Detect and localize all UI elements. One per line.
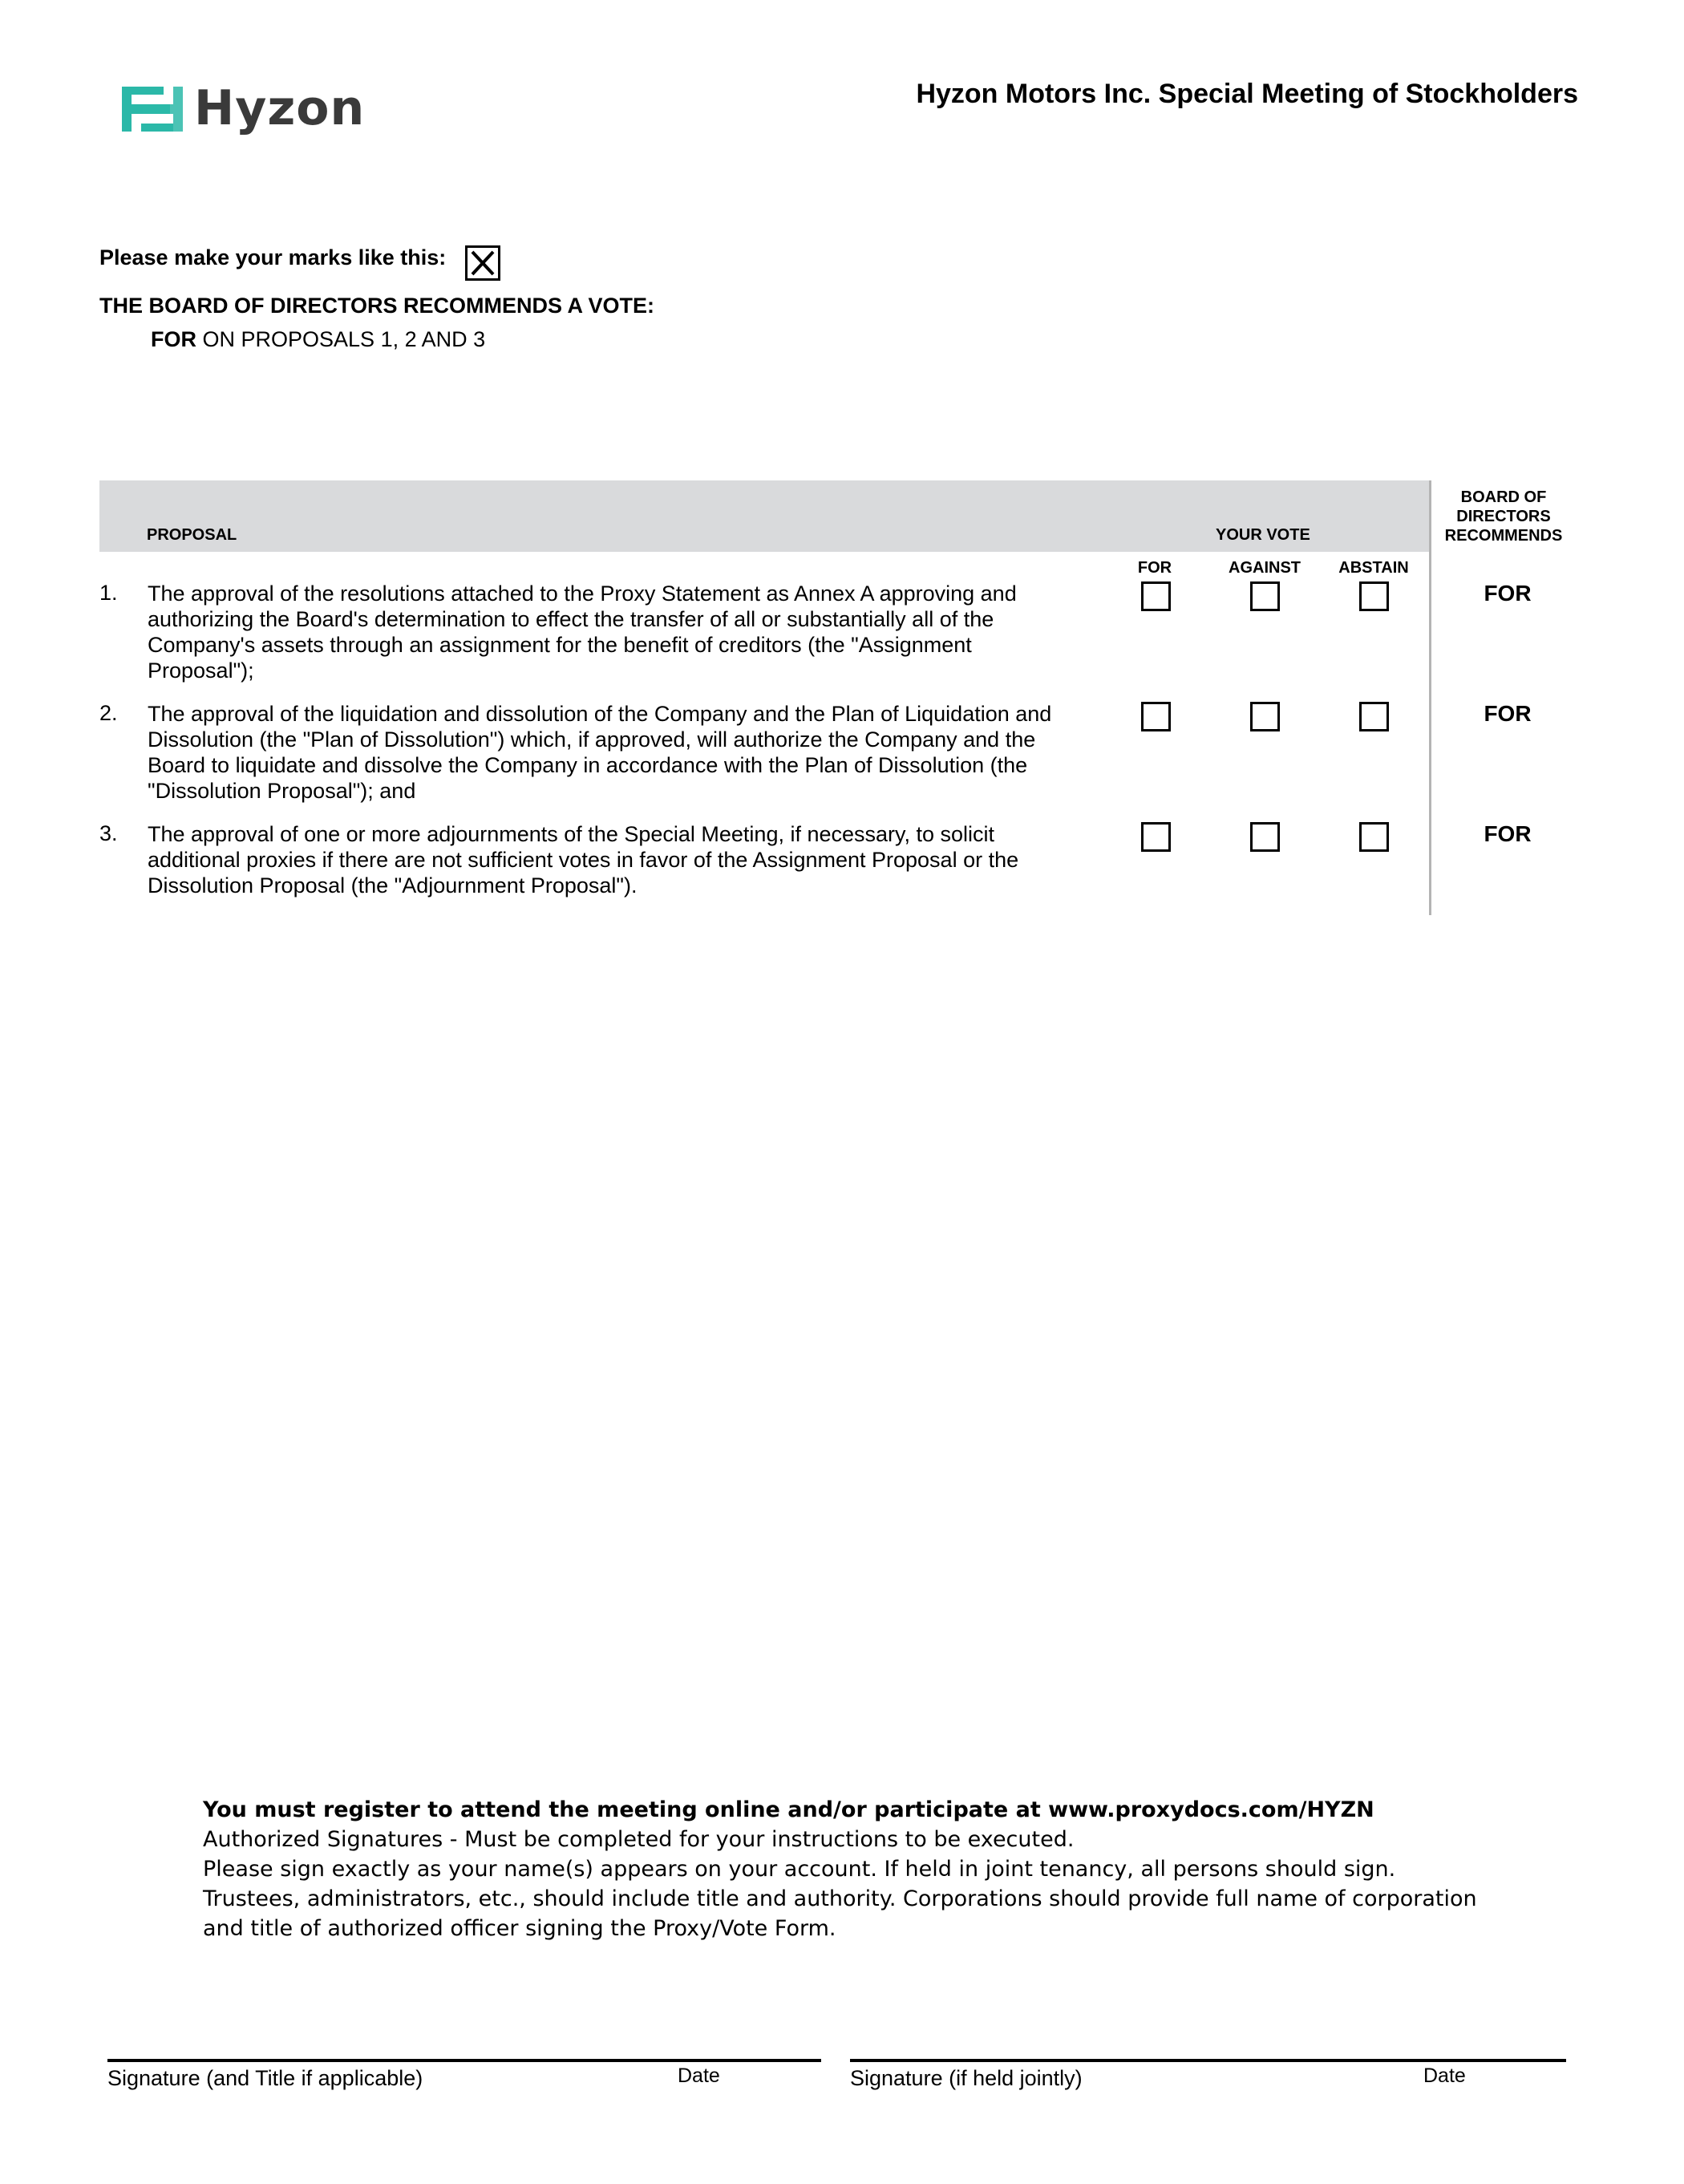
signature-1-label: Signature (and Title if applicable) (107, 2066, 423, 2090)
proposal-2-recommendation: FOR (1484, 701, 1532, 726)
proposal-1-recommendation: FOR (1484, 581, 1532, 606)
proposal-1-for-checkbox[interactable] (1141, 581, 1171, 611)
column-divider (1429, 480, 1431, 915)
proposal-3-for-checkbox[interactable] (1141, 822, 1171, 852)
example-mark-icon (465, 245, 500, 281)
date-2-label: Date (1423, 2064, 1466, 2087)
authorized-signatures-note: Authorized Signatures - Must be completed for your instructions to be executed. (203, 1827, 1075, 1852)
footer-instructions (203, 1795, 1486, 1943)
for-proposals-rest: ON PROPOSALS 1, 2 AND 3 (196, 327, 486, 351)
column-header-your-vote: YOUR VOTE (1216, 526, 1310, 544)
proposal-3-recommendation: FOR (1484, 821, 1532, 846)
proposal-3-against-checkbox[interactable] (1250, 822, 1280, 852)
logo-text: Hyzon (194, 80, 366, 136)
for-bold: FOR (151, 327, 196, 351)
signature-2-line[interactable] (850, 2059, 1566, 2062)
proposal-3-number: 3. (99, 821, 118, 845)
proposal-2-abstain-checkbox[interactable] (1359, 702, 1389, 731)
hyzon-logo (120, 80, 377, 138)
proposal-2-text: The approval of the liquidation and dissolution of the Company and the Plan of Liquidation and Dissolution (the "Plan of Dissolution") which, if approved, will authorize the Company and the Board to liquidate and dissolve the Company in accordance with the Plan of Dissolution (the "Dissolution Proposal"); and (148, 702, 1052, 803)
subheader-abstain: ABSTAIN (1338, 559, 1409, 577)
column-header-proposal: PROPOSAL (147, 526, 237, 544)
signature-2-label: Signature (if held jointly) (850, 2066, 1083, 2090)
proposal-1-number: 1. (99, 581, 118, 605)
column-header-board-recommends: BOARD OF DIRECTORS RECOMMENDS (1444, 488, 1563, 545)
proposal-2-for-checkbox[interactable] (1141, 702, 1171, 731)
hyzon-logo-mark-icon (120, 85, 184, 133)
proposal-3-text: The approval of one or more adjournments of the Special Meeting, if necessary, to solicit additional proxies if there are not sufficient votes in favor of the Assignment Proposal or the Dissolution Proposal (the "Adjournment Proposal"). (148, 822, 1019, 898)
meeting-title: Hyzon Motors Inc. Special Meeting of Stockholders (916, 79, 1578, 109)
signing-instructions: Please sign exactly as your name(s) appears on your account. If held in joint tenancy, all persons should sign. Trustees, administrators, etc., should include title and authority. Corporations should provide full name of corporation and title of authorized officer signing the Proxy/Vote Form. (203, 1857, 1477, 1941)
subheader-for: FOR (1137, 559, 1172, 577)
for-proposals-line (151, 327, 485, 352)
proposal-2-number: 2. (99, 701, 118, 725)
date-1-label: Date (678, 2064, 720, 2087)
signature-1-line[interactable] (107, 2059, 821, 2062)
proposal-3-abstain-checkbox[interactable] (1359, 822, 1389, 852)
board-recommendation-heading: THE BOARD OF DIRECTORS RECOMMENDS A VOTE: (99, 294, 655, 318)
proposal-1-against-checkbox[interactable] (1250, 581, 1280, 611)
register-notice: You must register to attend the meeting online and/or participate at www.proxydocs.com/HYZN (203, 1797, 1374, 1822)
subheader-against: AGAINST (1229, 559, 1301, 577)
proposal-1-text: The approval of the resolutions attached to the Proxy Statement as Annex A approving and authorizing the Board's determination to effect the transfer of all or substantially all of the Company's assets through an assignment for the benefit of creditors (the "Assignment Proposal"); (148, 581, 1017, 683)
proposal-2-against-checkbox[interactable] (1250, 702, 1280, 731)
proposal-1-abstain-checkbox[interactable] (1359, 581, 1389, 611)
marks-instruction: Please make your marks like this: (99, 245, 447, 269)
